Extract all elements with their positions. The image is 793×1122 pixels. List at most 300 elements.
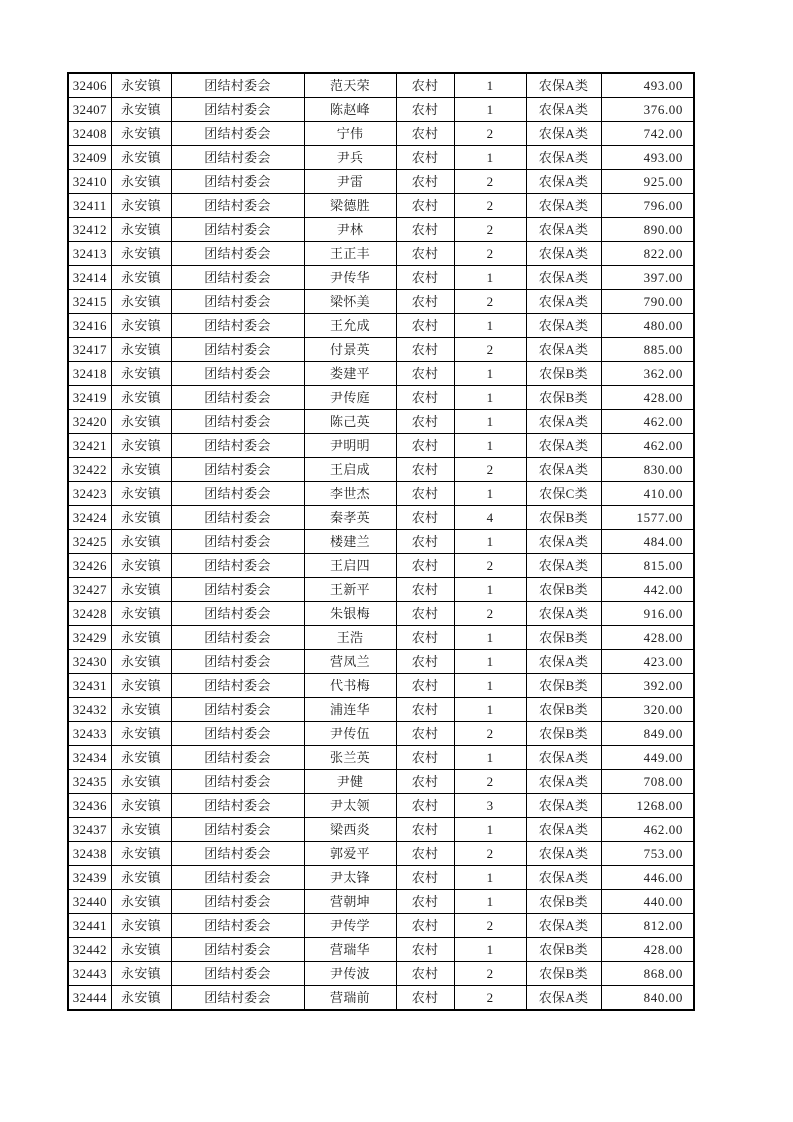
table-row	[68, 73, 694, 98]
table-row	[68, 938, 694, 962]
table-cell: 1	[454, 434, 526, 458]
table-cell: 32416	[68, 314, 111, 338]
table-cell: 团结村委会	[171, 818, 304, 842]
table-cell: 农保A类	[526, 530, 601, 554]
table-cell: 农村	[396, 986, 454, 1011]
table-cell: 815.00	[601, 554, 694, 578]
table-cell: 永安镇	[111, 722, 171, 746]
table-cell: 团结村委会	[171, 602, 304, 626]
table-cell: 营瑞华	[304, 938, 396, 962]
table-cell: 永安镇	[111, 410, 171, 434]
table-row	[68, 506, 694, 530]
table-cell: 32415	[68, 290, 111, 314]
table-cell: 王正丰	[304, 242, 396, 266]
table-cell: 449.00	[601, 746, 694, 770]
table-cell: 娄建平	[304, 362, 396, 386]
table-cell: 付景英	[304, 338, 396, 362]
table-cell: 永安镇	[111, 242, 171, 266]
table-cell: 团结村委会	[171, 794, 304, 818]
table-cell: 32424	[68, 506, 111, 530]
table-cell: 农保A类	[526, 73, 601, 98]
table-cell: 32438	[68, 842, 111, 866]
table-cell: 尹明明	[304, 434, 396, 458]
table-cell: 农村	[396, 386, 454, 410]
table-cell: 陈赵峰	[304, 98, 396, 122]
table-cell: 王浩	[304, 626, 396, 650]
table-cell: 团结村委会	[171, 530, 304, 554]
table-cell: 永安镇	[111, 194, 171, 218]
table-cell: 农村	[396, 194, 454, 218]
table-cell: 462.00	[601, 818, 694, 842]
table-cell: 团结村委会	[171, 746, 304, 770]
table-cell: 1577.00	[601, 506, 694, 530]
table-cell: 永安镇	[111, 818, 171, 842]
table-row	[68, 314, 694, 338]
table-cell: 农保B类	[526, 578, 601, 602]
table-cell: 397.00	[601, 266, 694, 290]
table-cell: 农保A类	[526, 410, 601, 434]
table-cell: 32429	[68, 626, 111, 650]
table-cell: 32422	[68, 458, 111, 482]
table-cell: 32435	[68, 770, 111, 794]
table-cell: 农保B类	[526, 962, 601, 986]
table-cell: 32406	[68, 73, 111, 98]
table-cell: 农村	[396, 746, 454, 770]
table-cell: 永安镇	[111, 434, 171, 458]
table-cell: 4	[454, 506, 526, 530]
table-cell: 营朝坤	[304, 890, 396, 914]
table-row	[68, 602, 694, 626]
table-cell: 2	[454, 842, 526, 866]
table-cell: 农村	[396, 458, 454, 482]
table-cell: 永安镇	[111, 554, 171, 578]
table-cell: 32434	[68, 746, 111, 770]
table-row	[68, 242, 694, 266]
table-cell: 农村	[396, 602, 454, 626]
table-cell: 1	[454, 626, 526, 650]
table-cell: 团结村委会	[171, 434, 304, 458]
table-cell: 32421	[68, 434, 111, 458]
table-cell: 团结村委会	[171, 626, 304, 650]
table-cell: 团结村委会	[171, 362, 304, 386]
table-cell: 团结村委会	[171, 554, 304, 578]
table-cell: 王新平	[304, 578, 396, 602]
table-cell: 32413	[68, 242, 111, 266]
table-cell: 农保A类	[526, 314, 601, 338]
table-cell: 农村	[396, 698, 454, 722]
table-body	[68, 73, 694, 1010]
table-cell: 永安镇	[111, 938, 171, 962]
table-cell: 团结村委会	[171, 914, 304, 938]
table-row	[68, 530, 694, 554]
table-cell: 尹林	[304, 218, 396, 242]
table-cell: 团结村委会	[171, 722, 304, 746]
table-cell: 2	[454, 170, 526, 194]
table-cell: 团结村委会	[171, 73, 304, 98]
table-cell: 梁怀美	[304, 290, 396, 314]
table-cell: 团结村委会	[171, 386, 304, 410]
table-cell: 1	[454, 362, 526, 386]
table-cell: 团结村委会	[171, 98, 304, 122]
table-cell: 王启成	[304, 458, 396, 482]
table-cell: 团结村委会	[171, 410, 304, 434]
table-cell: 农村	[396, 626, 454, 650]
table-row	[68, 194, 694, 218]
table-cell: 830.00	[601, 458, 694, 482]
table-cell: 梁德胜	[304, 194, 396, 218]
table-cell: 永安镇	[111, 746, 171, 770]
table-cell: 362.00	[601, 362, 694, 386]
table-cell: 农保B类	[526, 938, 601, 962]
table-cell: 农村	[396, 434, 454, 458]
table-cell: 农保A类	[526, 914, 601, 938]
table-cell: 团结村委会	[171, 290, 304, 314]
table-row	[68, 146, 694, 170]
table-row	[68, 482, 694, 506]
table-cell: 840.00	[601, 986, 694, 1011]
table-cell: 2	[454, 722, 526, 746]
table-cell: 2	[454, 290, 526, 314]
table-cell: 32419	[68, 386, 111, 410]
table-row	[68, 170, 694, 194]
table-cell: 480.00	[601, 314, 694, 338]
table-cell: 农村	[396, 794, 454, 818]
table-cell: 尹传伍	[304, 722, 396, 746]
table-cell: 3	[454, 794, 526, 818]
table-cell: 1	[454, 386, 526, 410]
table-cell: 428.00	[601, 938, 694, 962]
table-cell: 农村	[396, 122, 454, 146]
table-cell: 团结村委会	[171, 842, 304, 866]
table-cell: 尹雷	[304, 170, 396, 194]
table-row	[68, 866, 694, 890]
table-cell: 团结村委会	[171, 650, 304, 674]
table-cell: 农村	[396, 914, 454, 938]
table-cell: 32433	[68, 722, 111, 746]
table-cell: 团结村委会	[171, 938, 304, 962]
table-cell: 农村	[396, 650, 454, 674]
table-cell: 2	[454, 554, 526, 578]
table-cell: 1	[454, 674, 526, 698]
table-cell: 农保A类	[526, 866, 601, 890]
table-cell: 32418	[68, 362, 111, 386]
table-cell: 楼建兰	[304, 530, 396, 554]
table-cell: 农村	[396, 578, 454, 602]
table-cell: 423.00	[601, 650, 694, 674]
table-cell: 484.00	[601, 530, 694, 554]
table-cell: 永安镇	[111, 338, 171, 362]
table-cell: 代书梅	[304, 674, 396, 698]
table-cell: 885.00	[601, 338, 694, 362]
table-cell: 张兰英	[304, 746, 396, 770]
table-cell: 2	[454, 338, 526, 362]
table-cell: 428.00	[601, 626, 694, 650]
table-cell: 陈己英	[304, 410, 396, 434]
table-cell: 2	[454, 602, 526, 626]
table-row	[68, 962, 694, 986]
table-cell: 320.00	[601, 698, 694, 722]
table-cell: 农村	[396, 410, 454, 434]
table-row	[68, 266, 694, 290]
table-cell: 376.00	[601, 98, 694, 122]
table-cell: 1	[454, 266, 526, 290]
table-cell: 团结村委会	[171, 578, 304, 602]
table-cell: 32428	[68, 602, 111, 626]
table-cell: 农村	[396, 770, 454, 794]
table-cell: 农保A类	[526, 818, 601, 842]
table-cell: 32409	[68, 146, 111, 170]
table-cell: 农村	[396, 554, 454, 578]
table-cell: 428.00	[601, 386, 694, 410]
table-cell: 32407	[68, 98, 111, 122]
table-row	[68, 842, 694, 866]
table-cell: 尹健	[304, 770, 396, 794]
table-cell: 永安镇	[111, 122, 171, 146]
table-cell: 农村	[396, 314, 454, 338]
table-cell: 32443	[68, 962, 111, 986]
table-cell: 410.00	[601, 482, 694, 506]
table-cell: 32442	[68, 938, 111, 962]
table-cell: 团结村委会	[171, 962, 304, 986]
table-cell: 农保A类	[526, 770, 601, 794]
table-cell: 849.00	[601, 722, 694, 746]
table-cell: 农村	[396, 962, 454, 986]
table-cell: 农保B类	[526, 386, 601, 410]
table-cell: 2	[454, 194, 526, 218]
table-row	[68, 746, 694, 770]
table-cell: 2	[454, 770, 526, 794]
table-cell: 农村	[396, 218, 454, 242]
table-cell: 永安镇	[111, 506, 171, 530]
table-row	[68, 122, 694, 146]
table-row	[68, 674, 694, 698]
table-cell: 永安镇	[111, 674, 171, 698]
table-cell: 农保A类	[526, 266, 601, 290]
table-cell: 永安镇	[111, 146, 171, 170]
table-cell: 32431	[68, 674, 111, 698]
table-cell: 永安镇	[111, 578, 171, 602]
table-cell: 永安镇	[111, 770, 171, 794]
table-cell: 1	[454, 482, 526, 506]
table-cell: 农保A类	[526, 338, 601, 362]
table-cell: 农村	[396, 146, 454, 170]
table-cell: 团结村委会	[171, 674, 304, 698]
table-cell: 农保A类	[526, 746, 601, 770]
table-cell: 永安镇	[111, 314, 171, 338]
table-row	[68, 698, 694, 722]
table-cell: 农村	[396, 362, 454, 386]
table-cell: 永安镇	[111, 266, 171, 290]
table-cell: 尹太锋	[304, 866, 396, 890]
table-row	[68, 890, 694, 914]
table-cell: 农保B类	[526, 890, 601, 914]
table-cell: 2	[454, 962, 526, 986]
table-cell: 永安镇	[111, 170, 171, 194]
table-cell: 永安镇	[111, 842, 171, 866]
table-cell: 2	[454, 122, 526, 146]
table-cell: 农村	[396, 866, 454, 890]
table-row	[68, 362, 694, 386]
table-cell: 团结村委会	[171, 194, 304, 218]
table-cell: 永安镇	[111, 866, 171, 890]
table-cell: 农保A类	[526, 650, 601, 674]
table-cell: 32426	[68, 554, 111, 578]
table-cell: 916.00	[601, 602, 694, 626]
table-cell: 32437	[68, 818, 111, 842]
table-cell: 790.00	[601, 290, 694, 314]
table-cell: 农村	[396, 722, 454, 746]
table-cell: 农保A类	[526, 194, 601, 218]
table-cell: 32411	[68, 194, 111, 218]
table-cell: 永安镇	[111, 458, 171, 482]
table-row	[68, 914, 694, 938]
table-cell: 宁伟	[304, 122, 396, 146]
table-cell: 农村	[396, 73, 454, 98]
table-cell: 农村	[396, 290, 454, 314]
table-cell: 32425	[68, 530, 111, 554]
table-cell: 1	[454, 98, 526, 122]
table-cell: 1	[454, 530, 526, 554]
table-cell: 农保C类	[526, 482, 601, 506]
table-row	[68, 722, 694, 746]
table-cell: 范天荣	[304, 73, 396, 98]
table-cell: 团结村委会	[171, 170, 304, 194]
table-cell: 2	[454, 914, 526, 938]
table-cell: 493.00	[601, 146, 694, 170]
table-cell: 团结村委会	[171, 866, 304, 890]
table-cell: 团结村委会	[171, 266, 304, 290]
table-cell: 永安镇	[111, 73, 171, 98]
table-cell: 1	[454, 866, 526, 890]
table-cell: 永安镇	[111, 914, 171, 938]
table-cell: 团结村委会	[171, 986, 304, 1011]
table-cell: 尹传华	[304, 266, 396, 290]
table-cell: 永安镇	[111, 650, 171, 674]
table-row	[68, 578, 694, 602]
table-cell: 农保B类	[526, 626, 601, 650]
table-cell: 农村	[396, 530, 454, 554]
table-cell: 493.00	[601, 73, 694, 98]
table-cell: 营凤兰	[304, 650, 396, 674]
table-cell: 32430	[68, 650, 111, 674]
table-cell: 462.00	[601, 410, 694, 434]
table-cell: 尹太领	[304, 794, 396, 818]
table-row	[68, 770, 694, 794]
table-cell: 永安镇	[111, 626, 171, 650]
table-cell: 32412	[68, 218, 111, 242]
table-row	[68, 434, 694, 458]
table-cell: 团结村委会	[171, 314, 304, 338]
table-cell: 永安镇	[111, 698, 171, 722]
table-cell: 32427	[68, 578, 111, 602]
table-cell: 团结村委会	[171, 482, 304, 506]
table-cell: 团结村委会	[171, 458, 304, 482]
table-row	[68, 290, 694, 314]
table-cell: 梁西炎	[304, 818, 396, 842]
table-cell: 农保A类	[526, 290, 601, 314]
table-cell: 462.00	[601, 434, 694, 458]
table-cell: 永安镇	[111, 986, 171, 1011]
table-cell: 朱银梅	[304, 602, 396, 626]
table-cell: 郭爱平	[304, 842, 396, 866]
table-cell: 农村	[396, 482, 454, 506]
table-cell: 农保A类	[526, 98, 601, 122]
table-cell: 32440	[68, 890, 111, 914]
table-cell: 永安镇	[111, 794, 171, 818]
table-cell: 农保A类	[526, 554, 601, 578]
table-cell: 农村	[396, 890, 454, 914]
table-row	[68, 554, 694, 578]
table-cell: 团结村委会	[171, 506, 304, 530]
table-cell: 王启四	[304, 554, 396, 578]
table-cell: 32414	[68, 266, 111, 290]
table-cell: 尹传学	[304, 914, 396, 938]
table-cell: 永安镇	[111, 530, 171, 554]
table-cell: 2	[454, 458, 526, 482]
table-cell: 农保B类	[526, 674, 601, 698]
table-cell: 尹传庭	[304, 386, 396, 410]
table-cell: 742.00	[601, 122, 694, 146]
table-cell: 2	[454, 242, 526, 266]
table-cell: 永安镇	[111, 482, 171, 506]
table-cell: 442.00	[601, 578, 694, 602]
table-cell: 农保A类	[526, 842, 601, 866]
table-cell: 农保A类	[526, 794, 601, 818]
table-row	[68, 218, 694, 242]
table-cell: 392.00	[601, 674, 694, 698]
table-cell: 浦连华	[304, 698, 396, 722]
table-cell: 32410	[68, 170, 111, 194]
table-cell: 永安镇	[111, 98, 171, 122]
table-row	[68, 386, 694, 410]
table-cell: 农村	[396, 938, 454, 962]
table-cell: 32432	[68, 698, 111, 722]
table-cell: 2	[454, 218, 526, 242]
table-cell: 812.00	[601, 914, 694, 938]
table-cell: 1	[454, 410, 526, 434]
table-cell: 团结村委会	[171, 338, 304, 362]
table-cell: 团结村委会	[171, 242, 304, 266]
table-cell: 农村	[396, 266, 454, 290]
table-cell: 营瑞前	[304, 986, 396, 1011]
table-cell: 农保A类	[526, 218, 601, 242]
table-cell: 农村	[396, 842, 454, 866]
table-cell: 农保B类	[526, 506, 601, 530]
table-cell: 农保A类	[526, 122, 601, 146]
table-cell: 农保A类	[526, 986, 601, 1011]
table-row	[68, 98, 694, 122]
table-cell: 868.00	[601, 962, 694, 986]
table-cell: 32441	[68, 914, 111, 938]
table-cell: 团结村委会	[171, 146, 304, 170]
table-cell: 永安镇	[111, 602, 171, 626]
table-cell: 32420	[68, 410, 111, 434]
table-cell: 农保B类	[526, 722, 601, 746]
table-cell: 永安镇	[111, 962, 171, 986]
pension-detail-table	[67, 72, 695, 1011]
table-row	[68, 410, 694, 434]
table-row	[68, 458, 694, 482]
table-cell: 永安镇	[111, 362, 171, 386]
table-cell: 1	[454, 73, 526, 98]
table-cell: 925.00	[601, 170, 694, 194]
table-row	[68, 650, 694, 674]
table-cell: 796.00	[601, 194, 694, 218]
table-cell: 永安镇	[111, 290, 171, 314]
table-row	[68, 794, 694, 818]
table-cell: 团结村委会	[171, 890, 304, 914]
table-cell: 农村	[396, 242, 454, 266]
